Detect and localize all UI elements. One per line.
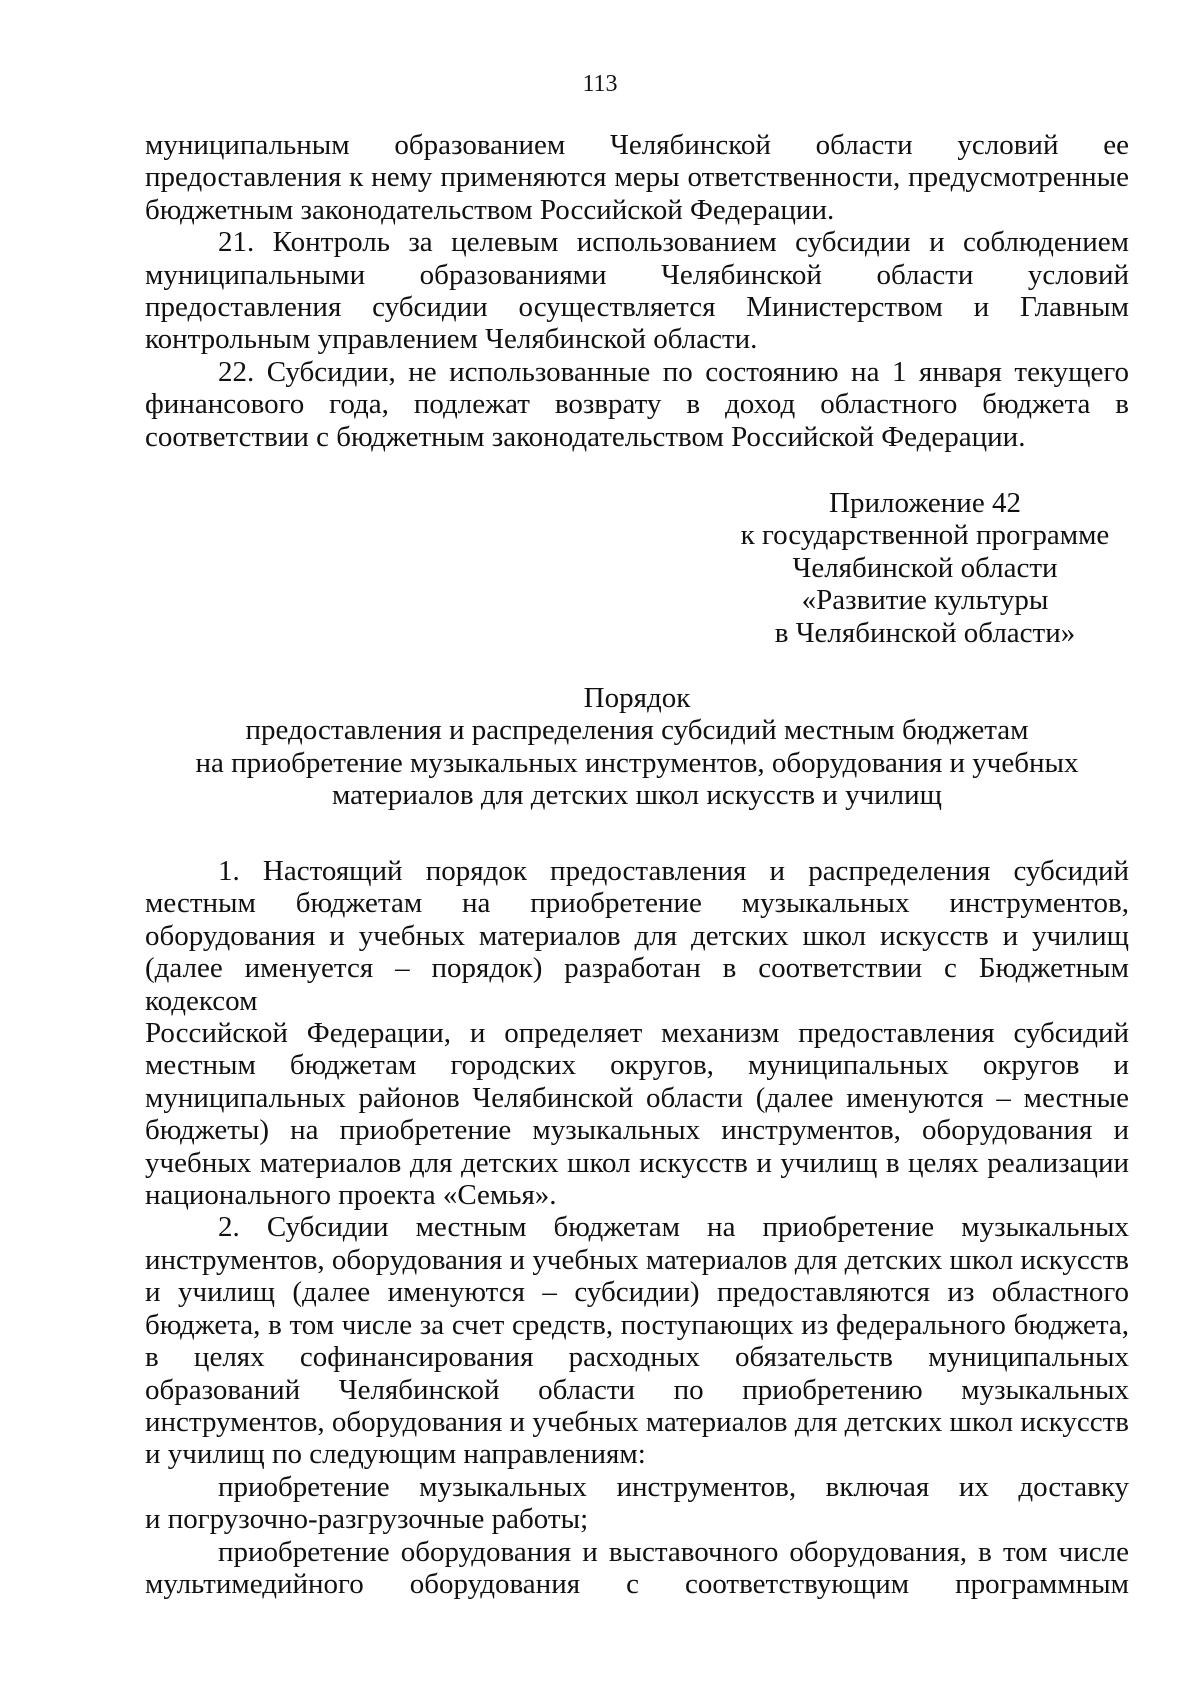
text-line: учебных материалов для детских школ искусств и училищ в целях реализации — [145, 1146, 1129, 1179]
continuation-paragraph — [145, 129, 1129, 226]
text-line: приобретение оборудования и выставочного оборудования, в том числе — [218, 1535, 1129, 1568]
text-line: муниципальными образованиями Челябинской области условий — [145, 258, 1129, 291]
text-line: мультимедийного оборудования с соответствующим программным — [145, 1567, 1129, 1600]
paragraph-2 — [145, 1211, 1129, 1470]
appendix-line: «Развитие культуры — [801, 584, 1049, 617]
text-line: 21. Контроль за целевым использованием субсидии и соблюдением — [218, 226, 1129, 259]
text-line: в целях софинансирования расходных обязательств муниципальных — [145, 1341, 1129, 1374]
text-line: и училищ по следующим направлениям: — [145, 1438, 646, 1471]
document-title — [145, 682, 1129, 812]
paragraph-3 — [145, 1471, 1129, 1536]
text-line: контрольным управлением Челябинской области. — [145, 323, 758, 356]
paragraph-1 — [145, 855, 1129, 1211]
text-line: 1. Настоящий порядок предоставления и распределения субсидий — [218, 855, 1129, 887]
text-line: бюджета, в том числе за счет средств, поступающих из федерального бюджета, — [145, 1308, 1129, 1341]
title-subtitle-line: на приобретение музыкальных инструментов, оборудования и учебных — [195, 746, 1079, 779]
text-line: оборудования и учебных материалов для детских школ искусств и училищ — [145, 919, 1129, 952]
text-line: 22. Субсидии, не использованные по состоянию на 1 января текущего — [218, 355, 1129, 388]
appendix-header — [730, 487, 1120, 649]
title-subtitle-line: предоставления и распределения субсидий местным бюджетам — [245, 714, 1029, 747]
text-line: (далее именуется – порядок) разработан в соответствии с Бюджетным кодексом — [145, 952, 1129, 1017]
text-line: муниципальным образованием Челябинской области условий ее — [145, 129, 1129, 161]
text-line: местным бюджетам городских округов, муниципальных округов и — [145, 1049, 1129, 1082]
text-line: инструментов, оборудования и учебных материалов для детских школ искусств — [145, 1243, 1129, 1276]
paragraph-4 — [145, 1536, 1129, 1601]
page-number: 113 — [582, 71, 618, 97]
appendix-line: к государственной программе — [740, 519, 1110, 552]
appendix-line: в Челябинской области» — [774, 616, 1076, 649]
text-line: и училищ (далее именуются – субсидии) предоставляются из областного — [145, 1276, 1129, 1309]
appendix-line: Приложение 42 — [829, 487, 1021, 519]
item-22-paragraph — [145, 356, 1129, 453]
text-line: национального проекта «Семья». — [145, 1179, 557, 1212]
text-line: предоставления к нему применяются меры ответственности, предусмотренные — [145, 161, 1129, 194]
title-heading: Порядок — [583, 682, 691, 714]
appendix-line: Челябинской области — [792, 551, 1058, 584]
body-section — [145, 855, 1129, 1600]
item-21-paragraph — [145, 226, 1129, 356]
text-line: бюджеты) на приобретение музыкальных инструментов, оборудования и — [145, 1114, 1129, 1147]
text-line: и погрузочно-разгрузочные работы; — [145, 1503, 589, 1536]
text-line: 2. Субсидии местным бюджетам на приобретение музыкальных — [218, 1211, 1129, 1244]
text-line: образований Челябинской области по приобретению музыкальных — [145, 1373, 1129, 1406]
top-section — [145, 129, 1129, 453]
text-line: инструментов, оборудования и учебных материалов для детских школ искусств — [145, 1405, 1129, 1438]
text-line: приобретение музыкальных инструментов, включая их доставку — [218, 1470, 1129, 1503]
text-line: муниципальных районов Челябинской области (далее именуются – местные — [145, 1081, 1129, 1114]
title-subtitle-line: материалов для детских школ искусств и училищ — [332, 779, 942, 812]
text-line: местным бюджетам на приобретение музыкальных инструментов, — [145, 887, 1129, 920]
text-line: предоставления субсидии осуществляется Министерством и Главным — [145, 291, 1129, 324]
text-line: соответствии с бюджетным законодательством Российской Федерации. — [145, 420, 1026, 453]
text-line: бюджетным законодательством Российской Федерации. — [145, 193, 835, 226]
text-line: финансового года, подлежат возврату в доход областного бюджета в — [145, 388, 1129, 421]
text-line: Российской Федерации, и определяет механизм предоставления субсидий — [145, 1017, 1129, 1050]
